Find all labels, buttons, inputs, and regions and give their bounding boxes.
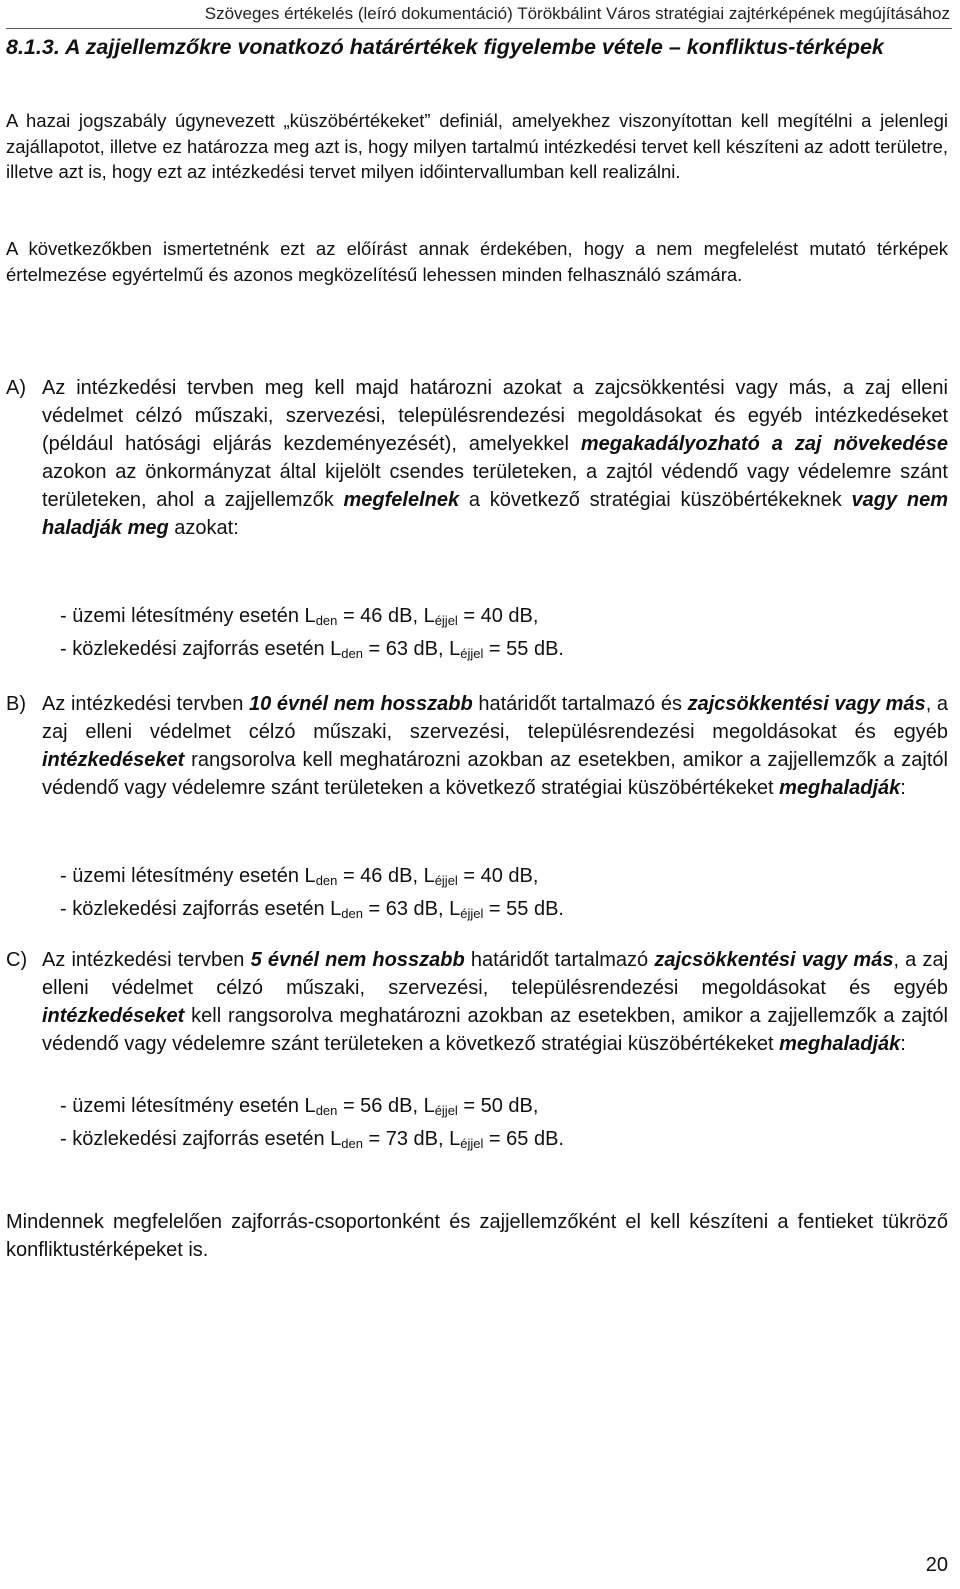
intro-paragraph-1: A hazai jogszabály úgynevezett „küszöbértékeket” definiál, amelyekhez viszonyítottan kell megítélni a jelenlegi zajállapotot, illetve ez határozza meg azt is, hogy milyen tartalmú intézkedési tervet kell készíteni az adott területre, illetve azt is, hogy ezt az intézkedési tervet milyen időintervallumban kell realizálni. [6,110,948,182]
item-a [6,374,948,542]
item-c-limits [60,1092,564,1158]
item-b [6,690,948,802]
item-b-text: : [900,777,906,799]
limit-line: - üzemi létesítmény esetén $L_{den} = 56$ dB, $L_{éjjel} = 50$ dB, [60,1095,539,1118]
limit-line: - közlekedési zajforrás esetén $L_{den} = 63$ dB, $L_{éjjel} = 55$ dB. [60,898,564,921]
item-c-text: , a zaj elleni védelmet célzó műszaki, szervezési, településrendezési megoldásokat és egyéb [42,949,949,999]
item-b-marker: B) [6,693,26,715]
item-b-emphasis: zajcsökkentési vagy más [687,693,926,715]
limit-line: - közlekedési zajforrás esetén $L_{den} = 73$ dB, $L_{éjjel} = 65$ dB. [60,1128,564,1151]
item-a-text: Az intézkedési tervben meg kell majd határozni azokat a zajcsökkentési vagy más, a zaj elleni védelmet célzó műszaki, szervezési, településrendezési megoldásokat és egyéb intézkedéseket (például hatósági eljárás kezdeményezését), amelyekkel [42,377,948,455]
page-number: 20 [925,1554,948,1576]
intro-paragraph-2: A következőkben ismertetnénk ezt az előírást annak érdekében, hogy a nem megfelelést mutató térképek értelmezése egyértelmű és azonos megközelítésű lehessen minden felhasználó számára. [6,238,948,285]
item-c-text: határidőt tartalmazó [464,949,655,971]
item-a-emphasis: megfelelnek [343,489,460,511]
item-b-text: határidőt tartalmazó és [472,693,688,715]
item-b-emphasis: intézkedéseket [42,749,185,771]
item-a-marker: A) [6,377,26,399]
item-a-body [42,374,948,542]
item-a-text: azokat: [168,517,239,539]
item-b-text: , a zaj elleni védelmet célzó műszaki, szervezési, településrendezési megoldásokat és egyéb [42,693,949,743]
item-c-emphasis: intézkedéseket [42,1005,185,1027]
item-c-emphasis: zajcsökkentési vagy más [654,949,894,971]
item-b-body [42,690,948,802]
closing-paragraph: Mindennek megfelelően zajforrás-csoportonként és zajjellemzőként el kell készíteni a fentieket tükröző konfliktustérképeket is. [6,1211,948,1261]
item-c-emphasis: meghaladják [779,1033,901,1055]
item-a-emphasis: vagy nem haladják meg [42,489,949,539]
running-header: Szöveges értékelés (leíró dokumentáció) Törökbálint Város stratégiai zajtérképének megújításához [204,4,950,23]
item-b-limits [60,862,564,928]
limit-line: - közlekedési zajforrás esetén $L_{den} = 63$ dB, $L_{éjjel} = 55$ dB. [60,638,564,661]
item-c-text: kell rangsorolva meghatározni azokban az esetekben, amikor a zajjellemzők a zajtól védendő vagy védelemre szánt területeken a következő stratégiai küszöbértékeket [42,1005,948,1055]
item-c-emphasis: 5 évnél nem hosszabb [250,949,465,971]
item-b-text: Az intézkedési tervben [42,693,250,715]
limit-line: - üzemi létesítmény esetén $L_{den} = 46$ dB, $L_{éjjel} = 40$ dB, [60,605,539,628]
limit-line: - üzemi létesítmény esetén $L_{den} = 46$ dB, $L_{éjjel} = 40$ dB, [60,865,539,888]
item-a-emphasis: megakadályozható a zaj növekedése [580,433,948,455]
item-a-text: a következő stratégiai küszöbértékeknek [459,489,852,511]
item-a-text: azokon az önkormányzat által kijelölt csendes területeken, a zajtól védendő vagy védelemre szánt területeken, ahol a zajjellemzők [42,461,948,511]
item-c-text: Az intézkedési tervben [42,949,251,971]
item-b-emphasis: 10 évnél nem hosszabb [249,693,473,715]
item-c-marker: C) [6,949,28,971]
item-a-limits [60,602,564,668]
item-b-text: rangsorolva kell meghatározni azokban az esetekben, amikor a zajjellemzők a zajtól védendő vagy védelemre szánt területeken a következő stratégiai küszöbértékeket [42,749,948,799]
header-divider [6,28,952,29]
section-title: 8.1.3. A zajjellemzőkre vonatkozó határértékek figyelembe vétele – konfliktus-térképek [6,35,884,59]
item-c-text: : [900,1033,906,1055]
item-b-emphasis: meghaladják [779,777,901,799]
item-c-body [42,946,948,1058]
item-c [6,946,948,1058]
